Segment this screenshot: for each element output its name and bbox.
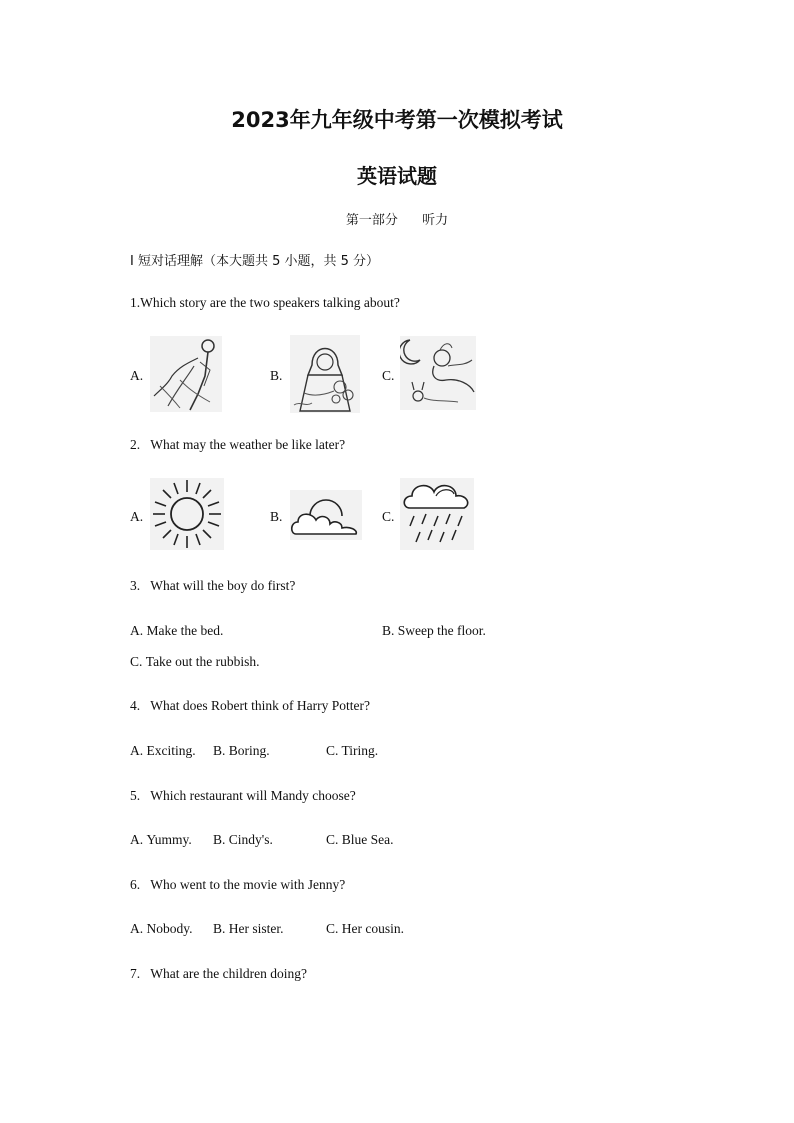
part-heading — [0, 209, 794, 228]
q6-option-a-letter: A. — [130, 921, 144, 936]
q3-option-c-text: Take out the rubbish. — [145, 654, 260, 669]
q5-option-a-letter: A. — [130, 832, 144, 847]
q4-option-b-letter: B. — [213, 743, 226, 758]
q1-option-b-image — [290, 335, 360, 413]
part-name: 听力 — [422, 213, 449, 228]
q6-option-a — [130, 921, 193, 937]
q3-option-c — [130, 654, 260, 670]
q5-option-b-text: Cindy's. — [228, 832, 273, 847]
q4-option-a-letter: A. — [130, 743, 144, 758]
q4-option-a-text: Exciting. — [146, 743, 196, 758]
q1-option-c-image — [400, 336, 476, 410]
exam-subtitle: 英语试题 — [357, 164, 437, 188]
q3-option-a-letter: A. — [130, 623, 144, 638]
question-2-text: What may the weather be like later? — [150, 437, 346, 452]
q2-option-c-label: C. — [382, 509, 395, 524]
q4-option-a — [130, 743, 196, 759]
q6-option-b-letter: B. — [213, 921, 226, 936]
question-5-number: 5. — [130, 788, 141, 803]
q2-option-a-image — [150, 478, 224, 550]
q2-option-b-label: B. — [270, 509, 283, 524]
q4-option-b — [213, 743, 270, 759]
q6-option-c: C. Her cousin. — [326, 921, 404, 936]
q2-option-c-image — [400, 478, 474, 550]
q5-option-b-letter: B. — [213, 832, 226, 847]
part-number: 第一部分 — [345, 213, 398, 228]
q4-option-b-text: Boring. — [228, 743, 270, 758]
q1-option-a-image — [150, 336, 222, 412]
question-6-number: 6. — [130, 877, 141, 892]
q6-option-b-text: Her sister. — [228, 921, 284, 936]
q6-option-b — [213, 921, 284, 937]
q1-option-a-label: A. — [130, 368, 144, 383]
question-6 — [130, 877, 345, 893]
q3-option-b-text: Sweep the floor. — [397, 623, 486, 638]
question-3-text: What will the boy do first? — [150, 578, 296, 593]
q3-option-c-letter: C. — [130, 654, 143, 669]
q4-option-c: C. Tiring. — [326, 743, 379, 758]
question-7 — [130, 966, 307, 982]
q3-option-b — [382, 623, 486, 639]
q3-option-a-text: Make the bed. — [146, 623, 224, 638]
q1-option-c-label: C. — [382, 368, 395, 383]
section-heading: Ⅰ 短对话理解（本大题共 5 小题，共 5 分） — [130, 254, 380, 269]
question-3 — [130, 578, 295, 594]
q6-option-a-text: Nobody. — [146, 921, 193, 936]
q5-option-b — [213, 832, 273, 848]
question-1: 1.Which story are the two speakers talking about? — [130, 295, 400, 310]
question-7-text: What are the children doing? — [150, 966, 307, 981]
question-4-text: What does Robert think of Harry Potter? — [150, 698, 370, 713]
q2-option-b-image — [290, 490, 362, 540]
question-5 — [130, 788, 356, 804]
question-4 — [130, 698, 370, 714]
q5-option-a-text: Yummy. — [146, 832, 192, 847]
question-5-text: Which restaurant will Mandy choose? — [150, 788, 356, 803]
question-2 — [130, 437, 345, 453]
question-4-number: 4. — [130, 698, 141, 713]
q3-option-b-letter: B. — [382, 623, 395, 638]
question-6-text: Who went to the movie with Jenny? — [150, 877, 346, 892]
q2-option-a-label: A. — [130, 509, 144, 524]
question-2-number: 2. — [130, 437, 141, 452]
exam-title: 2023年九年级中考第一次模拟考试 — [231, 108, 563, 132]
q5-option-c: C. Blue Sea. — [326, 832, 394, 847]
question-3-number: 3. — [130, 578, 141, 593]
q1-option-b-label: B. — [270, 368, 283, 383]
question-7-number: 7. — [130, 966, 141, 981]
q5-option-a — [130, 832, 192, 848]
q3-option-a — [130, 623, 223, 639]
